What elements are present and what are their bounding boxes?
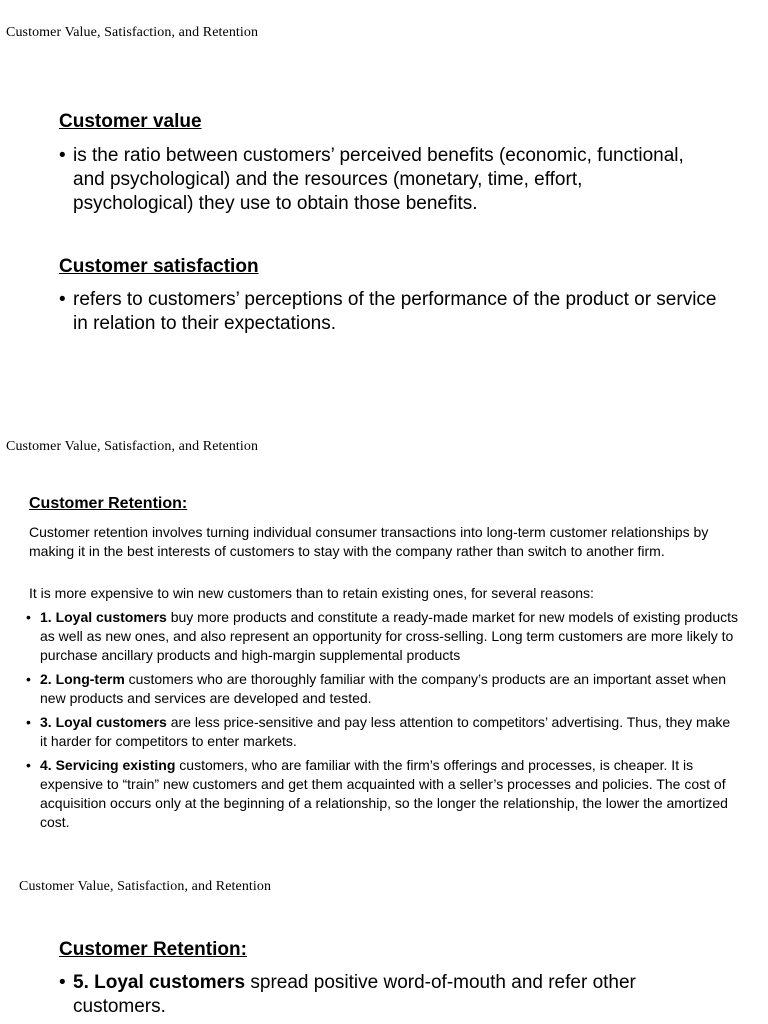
reason-3-bold: 3. Loyal customers <box>40 714 167 730</box>
reason-item-1 <box>40 608 740 665</box>
reason-4-bold: 4. Servicing existing <box>40 757 176 773</box>
reason-3-text: are less price-sensitive and pay less attention to competitors’ advertising. Thus, they make it harder for competitors to enter markets. <box>40 714 731 749</box>
customer-value-definition: • is the ratio between customers’ perceived benefits (economic, functional, and psychological) and the resources (monetary, time, effort, psychological) they use to obtain those benefits. <box>73 144 693 216</box>
reason-item-2 <box>40 670 740 708</box>
retention-reasons-list <box>40 608 740 832</box>
reason-5-bold: 5. Loyal customers <box>73 972 246 993</box>
slide3-header: Customer Value, Satisfaction, and Retention <box>19 879 272 894</box>
slide2-header: Customer Value, Satisfaction, and Retention <box>6 439 259 454</box>
customer-value-heading: Customer value <box>59 111 202 132</box>
reason-4-text: customers, who are familiar with the firm’s offerings and processes, is cheaper. It is expensive to “train” new customers and get them acquainted with a seller’s processes and policies. The cost of acquisition occurs only at the beginning of a relationship, so the longer the relationship, the lower the amortized cost. <box>40 757 728 830</box>
reason-item-4 <box>40 756 740 832</box>
reason-2-bold: 2. Long-term <box>40 671 125 687</box>
slide1-header: Customer Value, Satisfaction, and Retention <box>6 25 259 40</box>
retention-reasons-list-2 <box>73 971 713 1019</box>
reason-2-text: customers who are thoroughly familiar with the company’s products are an important asset when new products and services are developed and tested. <box>40 671 727 706</box>
reason-item-3 <box>40 713 740 751</box>
reason-1-text: buy more products and constitute a ready-made market for new models of existing products as well as new ones, and also represent an opportunity for cross-selling. Long term customers are more likely to purchase ancillary products and high-margin supplemental products <box>40 609 738 663</box>
customer-value-list <box>73 144 693 216</box>
customer-retention-heading-2: Customer Retention: <box>59 939 247 960</box>
retention-intro: Customer retention involves turning individual consumer transactions into long-term customer relationships by making it in the best interests of customers to stay with the company rather than switch to another firm. <box>29 524 709 559</box>
customer-satisfaction-heading: Customer satisfaction <box>59 256 259 277</box>
reason-5-text: spread positive word-of-mouth and refer other customers. <box>73 972 636 1017</box>
reason-item-5 <box>73 971 713 1019</box>
reason-1-bold: 1. Loyal customers <box>40 609 167 625</box>
heading-colon: : <box>181 495 188 512</box>
retention-intro-2: It is more expensive to win new customers than to retain existing ones, for several reasons: <box>29 585 594 601</box>
customer-satisfaction-list <box>73 288 733 336</box>
customer-retention-heading-text: Customer Retention <box>29 495 182 512</box>
customer-retention-heading <box>29 495 187 513</box>
customer-satisfaction-definition: • refers to customers’ perceptions of the performance of the product or service in relation to their expectations. <box>73 288 733 336</box>
